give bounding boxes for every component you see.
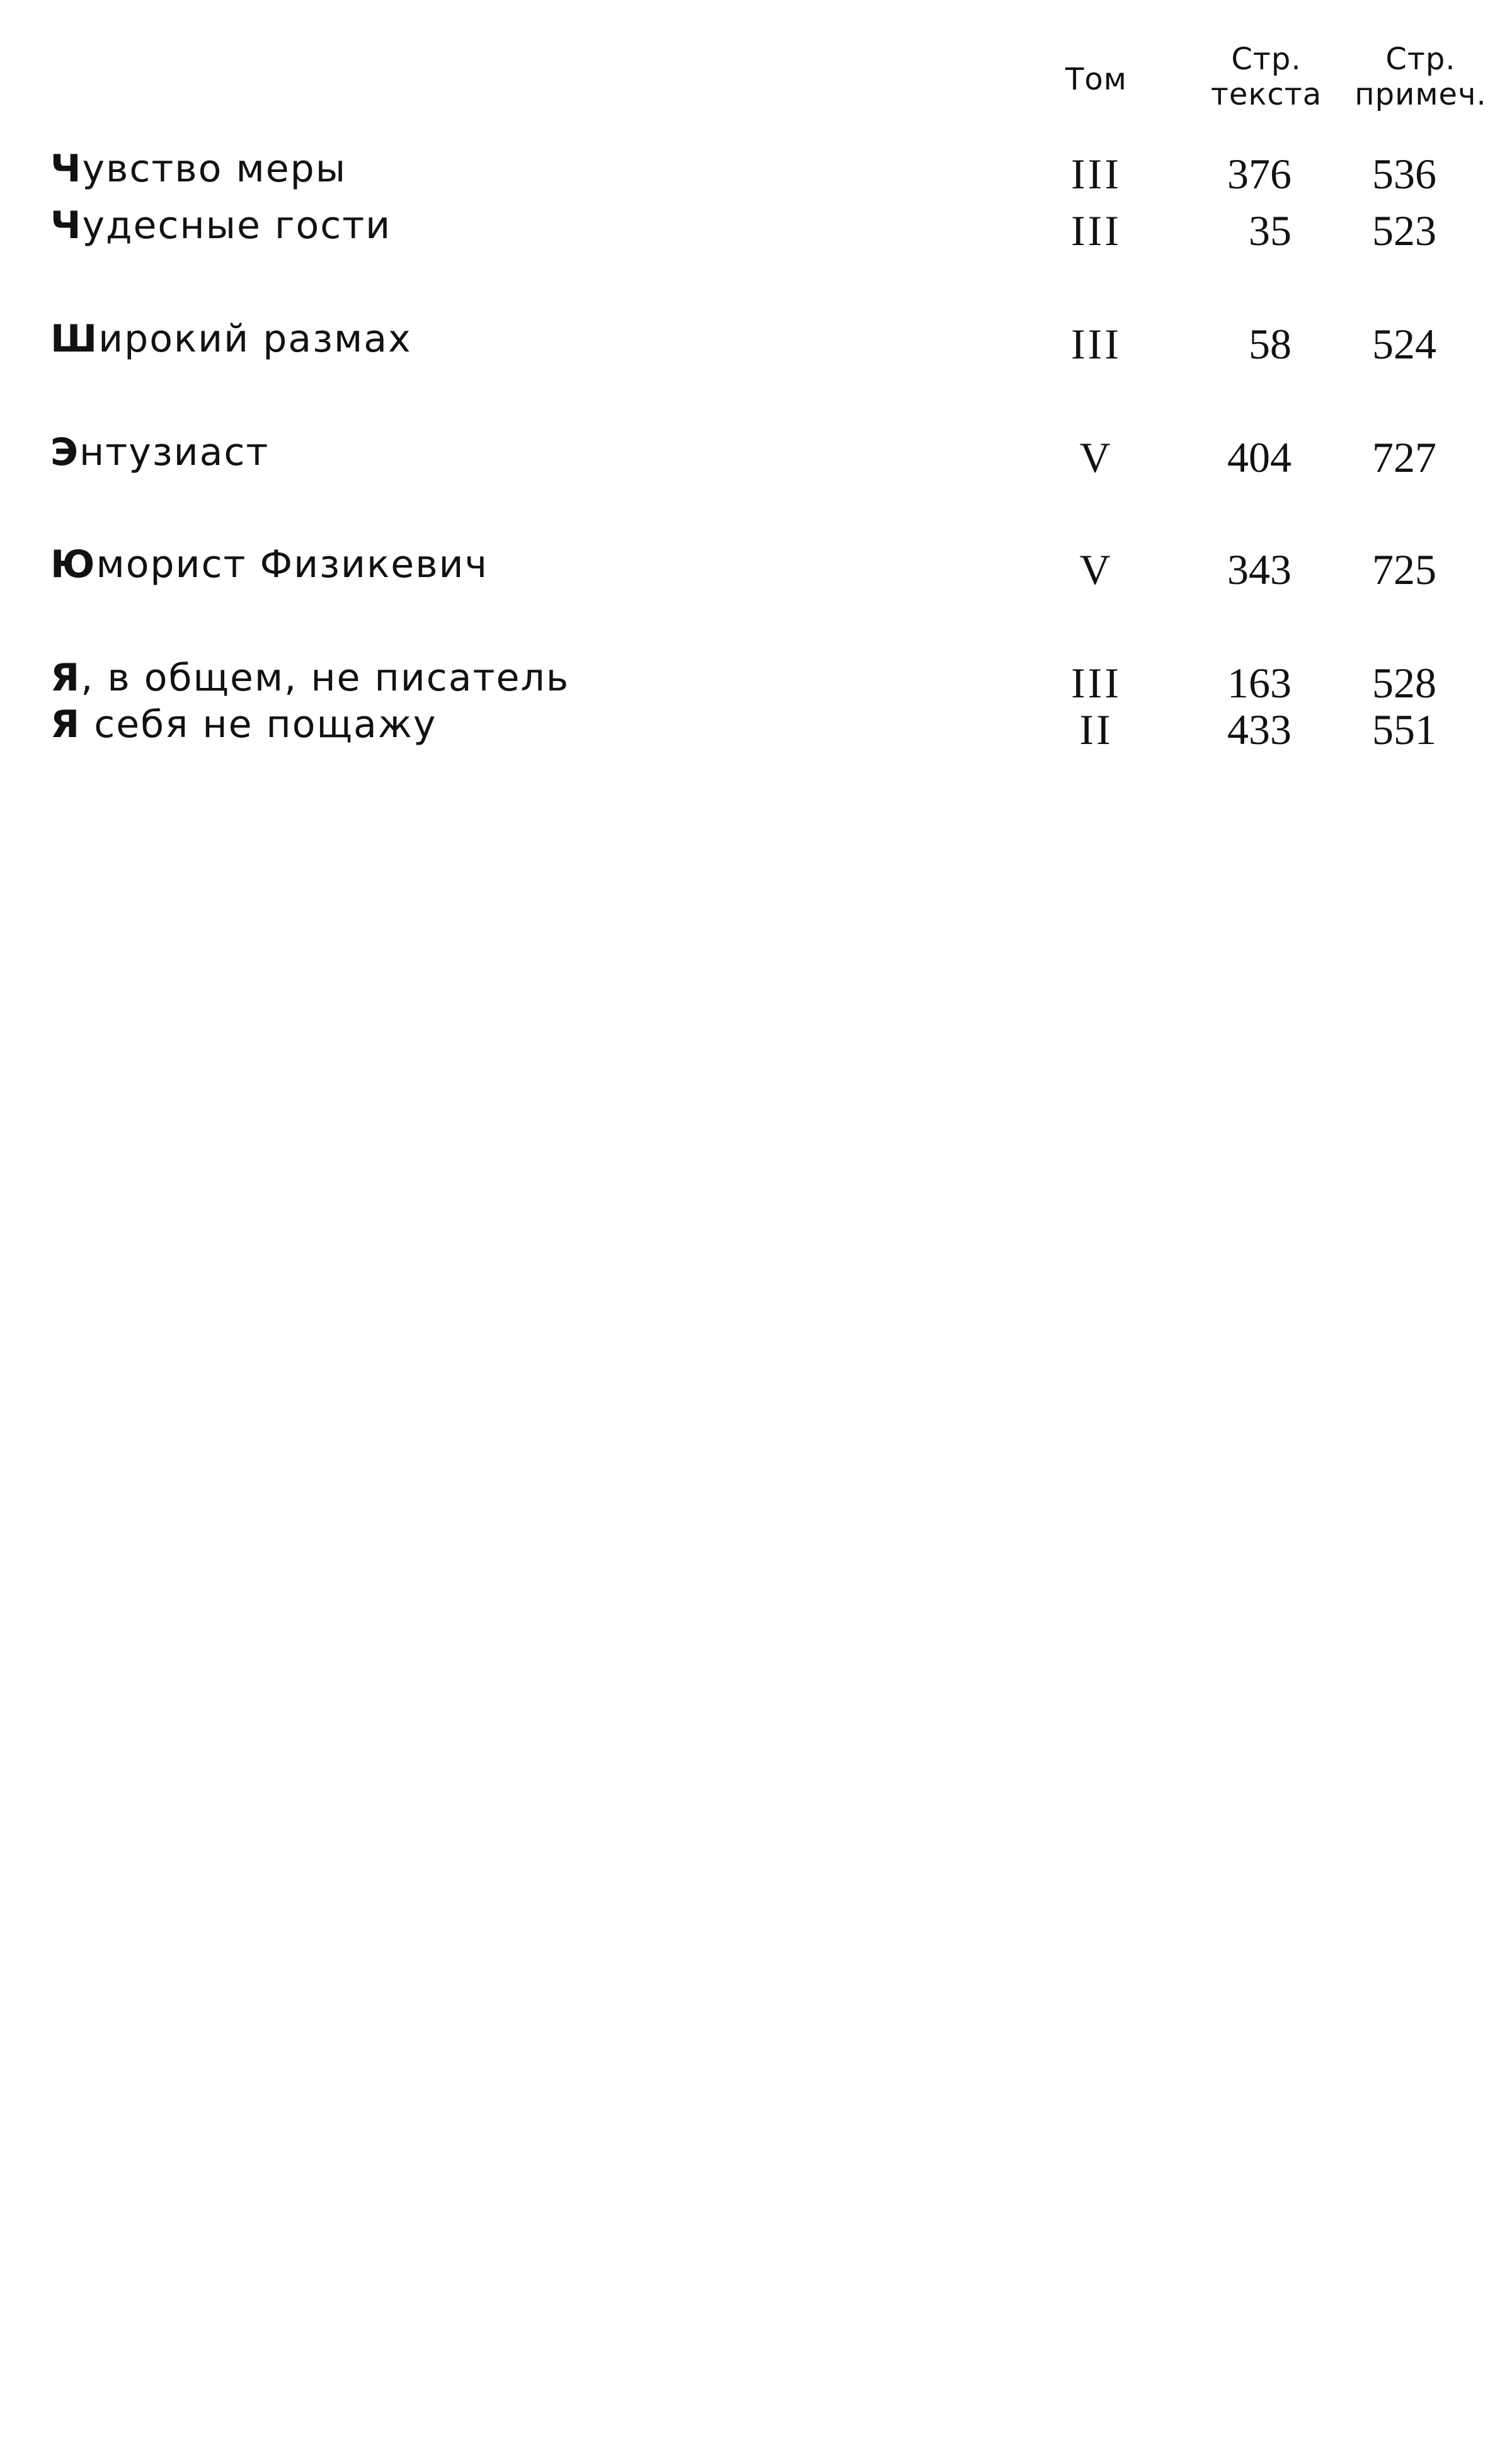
entry-text-page: 433 [1227,706,1292,753]
entry-title-rest: , в общем, не писатель [81,656,570,700]
volume-column-header [1033,62,1159,97]
entry-notes-page: 524 [1372,320,1436,368]
entry-volume: II [1079,706,1113,753]
text-page-header-line-1: Стр. [1231,42,1302,77]
entry-notes-page: 536 [1372,150,1436,198]
index-entry [0,427,1512,484]
entry-title-initial: Ч [50,147,83,191]
entry-title-initial: Я [50,656,81,700]
entry-title-initial: Я [50,702,81,747]
entry-notes-page: 725 [1372,546,1436,593]
entry-text-page: 58 [1249,320,1292,368]
entry-title [50,200,391,251]
entry-text-page: 343 [1227,546,1292,593]
entry-notes-page: 551 [1372,706,1436,753]
volume-header-label: Том [1065,62,1127,97]
entry-notes-page: 523 [1372,207,1436,255]
entry-text-page: 163 [1227,659,1292,707]
notes-page-header-line-1: Стр. [1385,42,1456,77]
entry-volume: III [1071,320,1121,368]
entry-title [50,699,437,750]
entry-title [50,427,269,478]
text-page-column-header [1184,42,1348,112]
text-page-header-line-2: текста [1210,77,1322,112]
entry-title-rest: себя не пощажу [81,702,437,747]
index-entry [0,699,1512,756]
entry-title-initial: Ю [50,542,96,587]
entry-title [50,144,346,194]
entry-title-rest: удесные гости [82,203,392,248]
entry-volume: V [1079,433,1113,481]
entry-volume: III [1071,150,1121,198]
entry-text-page: 376 [1227,150,1292,198]
notes-page-header-line-2: примеч. [1354,77,1487,112]
entry-title [50,539,488,590]
entry-title-rest: увство меры [82,147,347,191]
entry-notes-page: 727 [1372,433,1436,481]
entry-volume: V [1079,546,1113,593]
index-entry [0,314,1512,370]
entry-title-initial: Ш [50,317,99,361]
entry-title [50,314,412,364]
entry-title-rest: нтузиаст [79,430,270,474]
entry-notes-page: 528 [1372,659,1436,707]
entry-text-page: 35 [1249,207,1292,255]
index-entry [0,539,1512,596]
entry-title-rest: ирокий размах [98,317,412,361]
notes-page-column-header [1342,42,1499,112]
entry-title-rest: морист Физикевич [96,542,489,587]
entry-title-initial: Э [50,430,80,474]
entry-volume: III [1071,659,1121,707]
entry-text-page: 404 [1227,433,1292,481]
index-entry [0,200,1512,257]
entry-title [50,653,570,703]
entry-title-initial: Ч [50,203,83,248]
index-entry [0,144,1512,200]
entry-volume: III [1071,207,1121,255]
